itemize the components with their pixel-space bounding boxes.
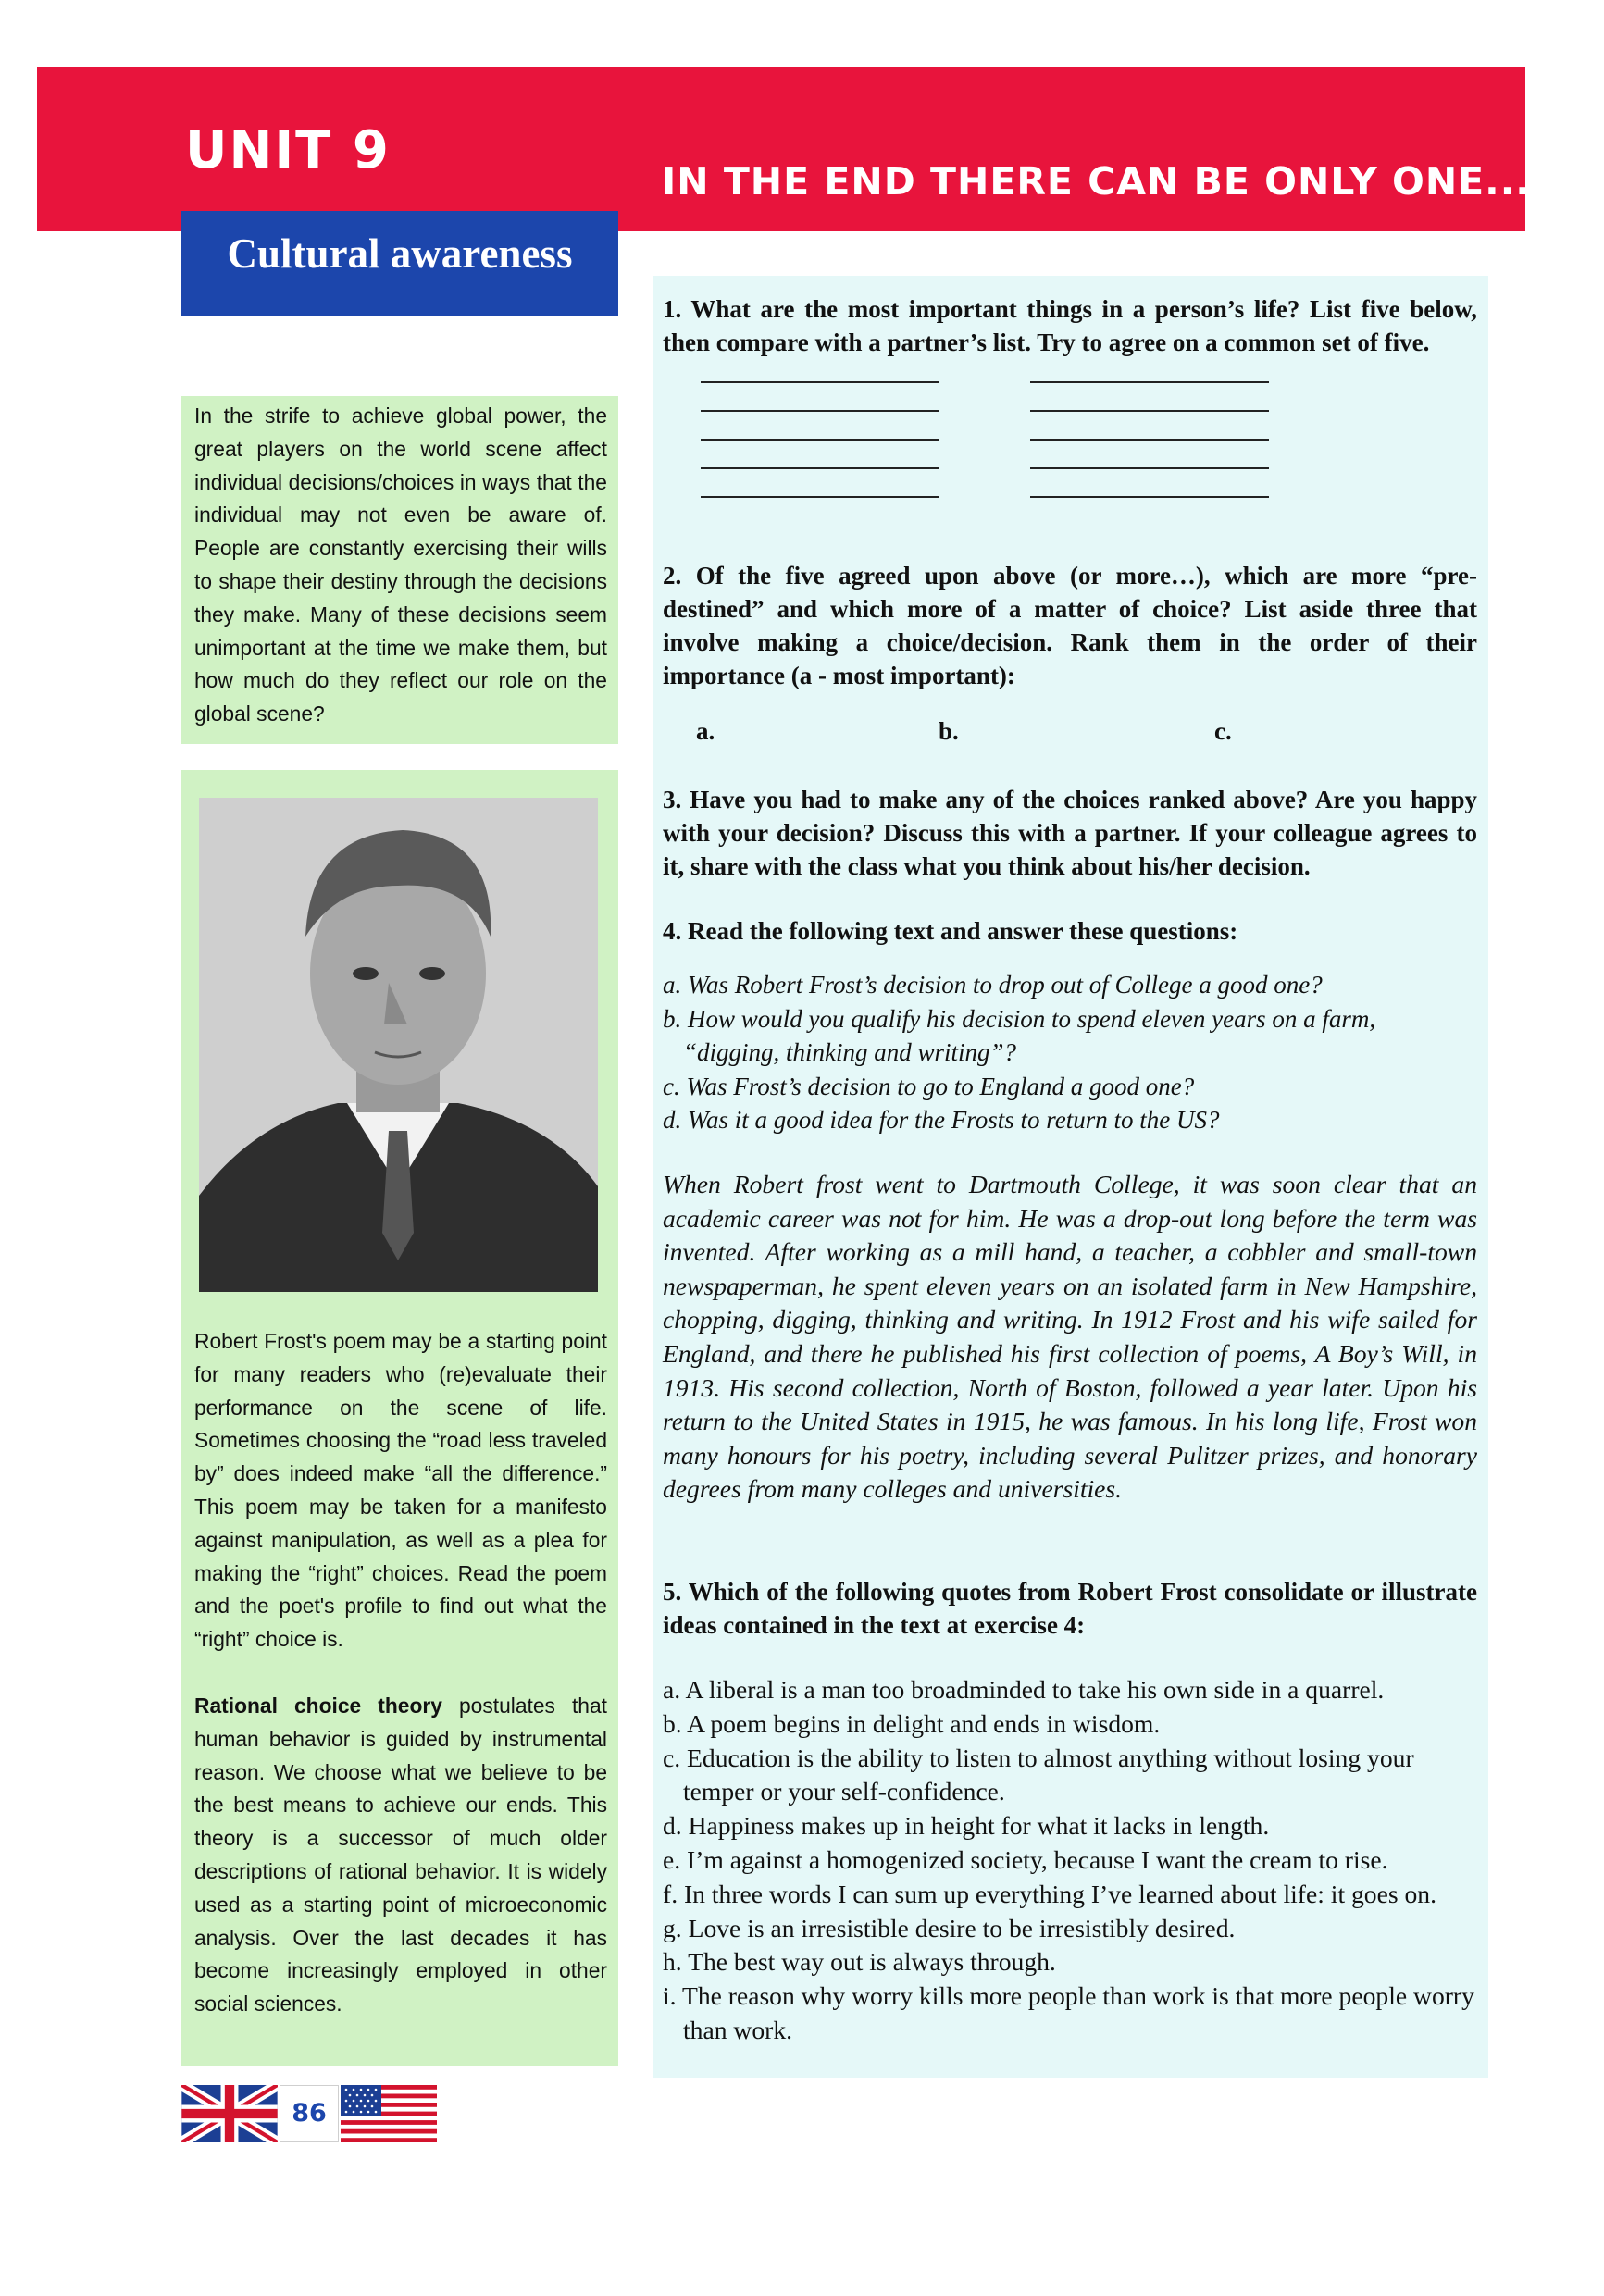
exercise-1: 1. What are the most important things in a person’s life? List five below, then compare with a partner’s list. Try to agree on a common set of five. <box>663 295 1477 356</box>
quotes-list <box>663 1673 1477 2048</box>
list-item: i. The reason why worry kills more people than work is that more people worry than work. <box>663 1981 1474 2044</box>
answer-blank-3b[interactable] <box>1030 439 1269 441</box>
answer-blank-1a[interactable] <box>701 381 939 383</box>
answer-blank-1b[interactable] <box>1030 381 1269 383</box>
list-item: h. The best way out is always through. <box>663 1947 1056 1977</box>
answer-blank-4a[interactable] <box>701 467 939 469</box>
section-title: Cultural awareness <box>227 230 573 277</box>
list-item: c. Was Frost’s decision to go to England a good one? <box>663 1072 1195 1100</box>
list-item: b. How would you qualify his decision to spend eleven years on a farm, “digging, thinking and writing”? <box>663 1004 1376 1066</box>
answer-blank-2a[interactable] <box>701 410 939 412</box>
answer-blank-2b[interactable] <box>1030 410 1269 412</box>
portrait-illustration <box>199 798 598 1292</box>
list-item: c. Education is the ability to listen to almost anything without losing your temper or your self-confidence. <box>663 1743 1414 1806</box>
list-item: f. In three words I can sum up everything I’ve learned about life: it goes on. <box>663 1879 1436 1908</box>
robert-frost-photo <box>199 798 598 1292</box>
list-item: e. I’m against a homogenized society, because I want the cream to rise. <box>663 1844 1388 1874</box>
answer-blank-5b[interactable] <box>1030 496 1269 498</box>
list-item: a. A liberal is a man too broadminded to take his own side in a quarrel. <box>663 1675 1385 1704</box>
us-flag-icon <box>341 2085 437 2142</box>
list-item: g. Love is an irresistible desire to be irresistibly desired. <box>663 1913 1236 1942</box>
reading-passage: When Robert frost went to Dartmouth College, it was soon clear that an academic career was not for him. He was a drop-out long before the term was invented. After working as a mill hand, a teacher, a cobbler and small-town newspaperman, he spent eleven years on an isolated farm in New Hampshire, chopping, digging, thinking and writing. In 1912 Frost and his wife sailed for England, and there he published his first collection of poems, A Boy’s Will, in 1913. His second collection, North of Boston, followed a year later. Upon his return to the United States in 1915, he was famous. In his long life, Frost won many honours for his poetry, including several Pulitzer prizes, and honorary degrees from many colleges and universities. <box>663 1170 1477 1504</box>
rational-choice-text <box>194 1690 607 2021</box>
answer-blank-4b[interactable] <box>1030 467 1269 469</box>
exercise-2: 2. Of the five agreed upon above (or more…), which are more “pre-destined” and which more of a matter of choice? List aside three that involve making a choice/decision. Rank them in the order of their importance (a - most important): <box>663 562 1477 689</box>
unit-title: IN THE END THERE CAN BE ONLY ONE... <box>662 159 1531 204</box>
rank-label-a: a. <box>696 717 715 745</box>
exercise-3: 3. Have you had to make any of the choices ranked above? Are you happy with your decision? Discuss this with a partner. If your colleague agrees to it, share with the class what you think about his/her decision. <box>663 786 1477 880</box>
list-item: b. A poem begins in delight and ends in wisdom. <box>663 1708 1161 1738</box>
page-number: 86 <box>280 2085 339 2142</box>
list-item: d. Was it a good idea for the Frosts to return to the US? <box>663 1106 1220 1134</box>
unit-number: UNIT 9 <box>185 120 391 180</box>
uk-flag-icon <box>181 2085 278 2142</box>
rank-label-b: b. <box>939 717 959 745</box>
answer-blank-5a[interactable] <box>701 496 939 498</box>
poem-note: Robert Frost's poem may be a starting point for many readers who (re)evaluate their performance on the scene of life. Sometimes choosing the “road less traveled by” does indeed make “all the difference.” This poem may be taken for a manifesto against manipulation, as well as a plea for making the “right” choices. Read the poem and the poet's profile to find out what the “right” choice is. <box>194 1329 607 1652</box>
list-item: d. Happiness makes up in height for what it lacks in length. <box>663 1811 1270 1841</box>
rational-choice-definition: postulates that human behavior is guided by instrumental reason. We choose what we believe to be the best means to achieve our ends. This theory is a successor of much older descriptions of rational behavior. It is widely used as a starting point of microeconomic analysis. Over the last decades it has become increasingly employed in other social sciences. <box>194 1694 607 2017</box>
exercise-5: 5. Which of the following quotes from Robert Frost consolidate or illustrate ideas contained in the text at exercise 4: <box>663 1578 1477 1639</box>
intro-text: In the strife to achieve global power, the great players on the world scene affect individual decisions/choices in ways that the individual may not even be aware of. People are constantly exercising their wills to shape their destiny through the decisions they make. Many of these decisions seem unimportant at the time we make them, but how much do they reflect our role on the global scene? <box>194 403 607 726</box>
exercise-4: 4. Read the following text and answer these questions: <box>663 917 1238 945</box>
list-item: a. Was Robert Frost’s decision to drop out of College a good one? <box>663 971 1323 999</box>
exercise-4-questions <box>663 968 1477 1137</box>
rank-label-c: c. <box>1214 717 1232 745</box>
rational-choice-term: Rational choice theory <box>194 1694 442 1718</box>
answer-blank-3a[interactable] <box>701 439 939 441</box>
